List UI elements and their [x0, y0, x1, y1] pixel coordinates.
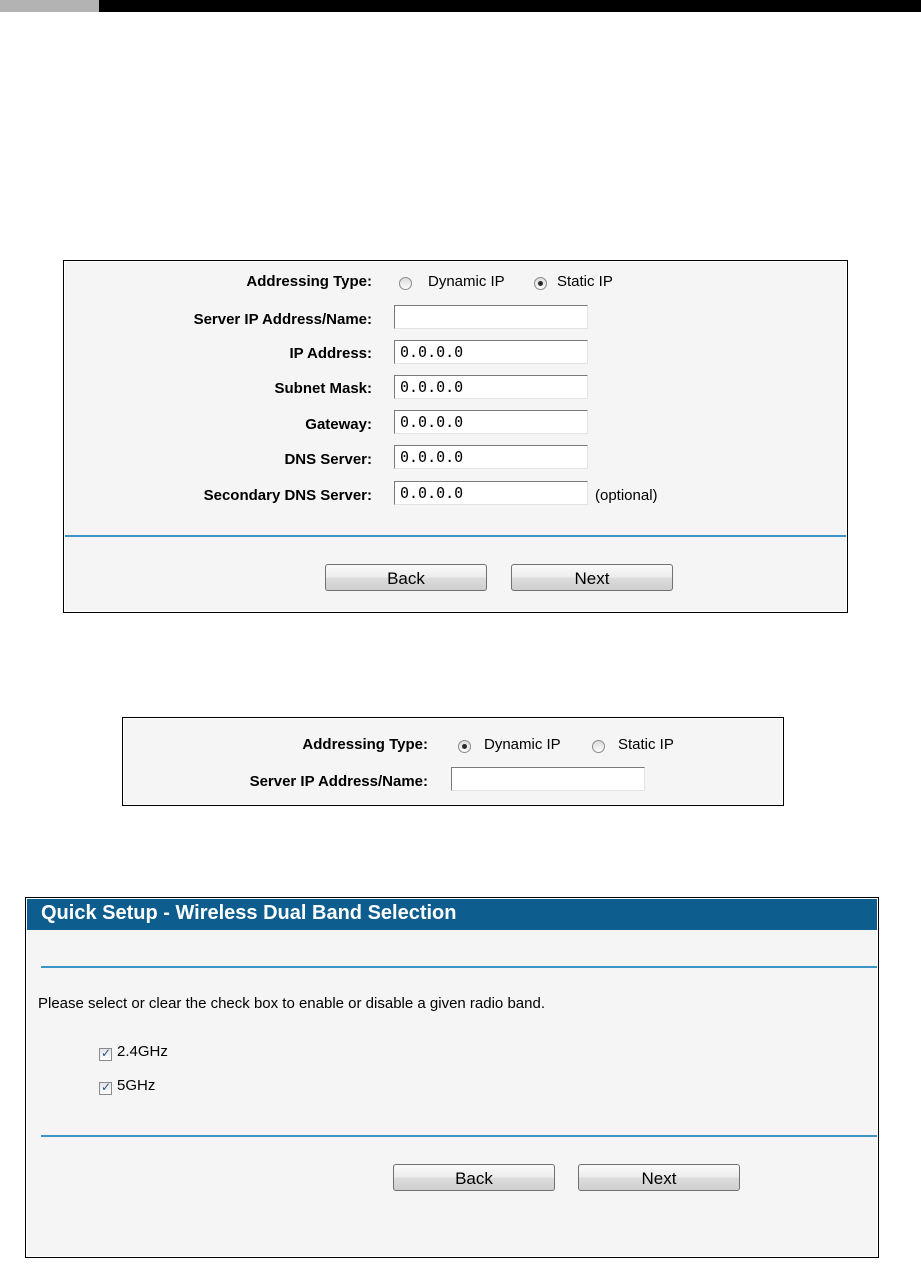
static-ip-panel-body [65, 262, 846, 611]
next-button[interactable]: Next [511, 564, 673, 591]
gateway-label: Gateway: [305, 416, 372, 433]
server-ip-input[interactable] [394, 305, 588, 329]
optional-note: (optional) [595, 487, 658, 504]
static-ip-label: Static IP [618, 736, 674, 753]
static-ip-label: Static IP [557, 273, 613, 290]
subnet-mask-label: Subnet Mask: [274, 380, 372, 397]
dynamic-ip-radio[interactable] [399, 277, 412, 290]
dynamic-ip-label: Dynamic IP [484, 736, 561, 753]
static-ip-panel [63, 260, 848, 613]
dns-server-input[interactable]: 0.0.0.0 [394, 445, 588, 469]
secondary-dns-label: Secondary DNS Server: [203, 487, 372, 504]
separator-line-bottom [41, 1135, 877, 1137]
back-button[interactable]: Back [325, 564, 487, 591]
server-ip-label: Server IP Address/Name: [193, 311, 372, 328]
dynamic-ip-radio[interactable] [458, 740, 471, 753]
subnet-mask-input[interactable]: 0.0.0.0 [394, 375, 588, 399]
band-24ghz-label: 2.4GHz [117, 1043, 168, 1060]
dual-band-panel-body [27, 899, 877, 1256]
top-bar-tab [0, 0, 99, 12]
dynamic-ip-label: Dynamic IP [428, 273, 505, 290]
gateway-input[interactable]: 0.0.0.0 [394, 410, 588, 434]
ip-address-label: IP Address: [289, 345, 372, 362]
title-bar [27, 899, 877, 930]
addressing-type-label: Addressing Type: [302, 736, 428, 753]
dual-band-panel [25, 897, 879, 1258]
separator-line [65, 535, 846, 537]
band-24ghz-checkbox[interactable] [99, 1048, 112, 1061]
dynamic-ip-panel [122, 717, 784, 806]
static-ip-radio[interactable] [592, 740, 605, 753]
secondary-dns-input[interactable]: 0.0.0.0 [394, 481, 588, 505]
dns-server-label: DNS Server: [284, 451, 372, 468]
addressing-type-label: Addressing Type: [246, 273, 372, 290]
server-ip-label: Server IP Address/Name: [249, 773, 428, 790]
separator-line-top [41, 966, 877, 968]
next-button[interactable]: Next [578, 1164, 740, 1191]
band-5ghz-checkbox[interactable] [99, 1082, 112, 1095]
top-bar [0, 0, 921, 12]
ip-address-input[interactable]: 0.0.0.0 [394, 340, 588, 364]
back-button[interactable]: Back [393, 1164, 555, 1191]
page-title: Quick Setup - Wireless Dual Band Selection [41, 902, 457, 924]
instructions-text: Please select or clear the check box to enable or disable a given radio band. [38, 995, 545, 1012]
dynamic-ip-panel-body [124, 719, 782, 804]
band-5ghz-label: 5GHz [117, 1077, 156, 1094]
static-ip-radio[interactable] [534, 277, 547, 290]
server-ip-input[interactable] [451, 767, 645, 791]
